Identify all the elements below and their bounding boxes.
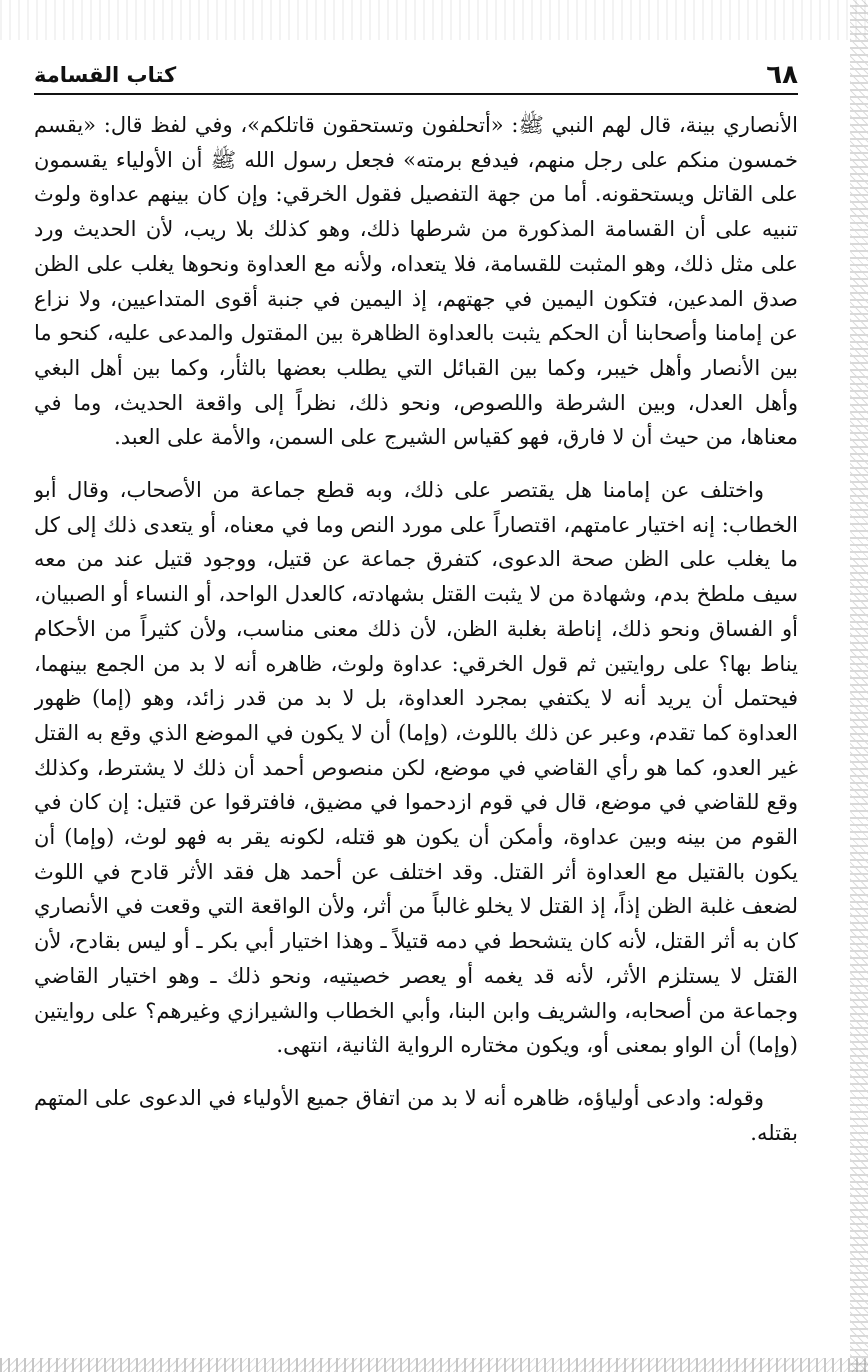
right-border-ornament bbox=[850, 0, 868, 1372]
page-header bbox=[34, 46, 798, 90]
paragraph: واختلف عن إمامنا هل يقتصر على ذلك، وبه قطع جماعة من الأصحاب، وقال أبو الخطاب: إنه اختيار عامتهم، اقتصاراً على مورد النص وما في معناه، أو يتعدى ذلك إلى كل ما يغلب على الظن صحة الدعوى، كتفرق جماعة عن قتيل، ووجود قتيل عند من معه سيف ملطخ بدم، وشهادة من لا يثبت القتل بشهادته، كالعدل الواحد، أو النساء أو الصبيان، أو الفساق ونحو ذلك، إناطة بغلبة الظن، لأن ذلك معنى مناسب، ولأن كثيراً من الأحكام يناط بها؟ على روايتين ثم قول الخرقي: عداوة ولوث، ظاهره أنه لا بد من الجمع بينهما، فيحتمل أن يريد أنه لا يكتفي بمجرد العداوة، بل لا بد من قدر زائد، وهو (إما) ظهور العداوة كما تقدم، وعبر عن ذلك باللوث، (وإما) أن لا يكون في الموضع الذي وقع به القتل غير العدو، كما هو رأي القاضي في موضع، لكن منصوص أحمد أن ذلك لا يشترط، وكذلك وقع للقاضي في موضع، قال في قوم ازدحموا في مضيق، فافترقوا عن قتيل: إن كان في القوم من بينه وبين عداوة، وأمكن أن يكون هو قتله، لكونه يقر به فهو لوث، (وإما) أن يكون بالقتيل مع العداوة أثر القتل. وقد اختلف عن أحمد هل فقد الأثر قادح في اللوث لضعف غلبة الظن إذاً، إذ القتل لا يخلو غالباً من أثر، ولأن الواقعة التي وقعت في الأنصاري كان به أثر القتل، لأنه كان يتشحط في دمه قتيلاً ـ وهذا اختيار أبي بكر ـ أو ليس بقادح، لأن القتل لا يستلزم الأثر، لأنه قد يغمه أو يعصر خصيتيه، ونحو ذلك ـ وهو اختيار القاضي وجماعة من أصحابه، والشريف وابن البنا، وأبي الخطاب والشيرازي وغيرهم؟ على روايتين (وإما) أن الواو بمعنى أو، ويكون مختاره الرواية الثانية، انتهى. bbox=[34, 478, 798, 1058]
body-text bbox=[34, 108, 798, 1343]
page-number: ٦٨ bbox=[766, 60, 798, 90]
bottom-border-ornament bbox=[0, 1358, 868, 1372]
header-rule bbox=[34, 93, 798, 95]
paragraph: الأنصاري بينة، قال لهم النبي ﷺ: «أتحلفون وتستحقون قاتلكم»، وفي لفظ قال: «يقسم خمسون منكم على رجل منهم، فيدفع برمته» فجعل رسول الله ﷺ أن الأولياء يقسمون على القاتل ويستحقونه. أما من جهة التفصيل فقول الخرقي: وإن كان بينهم عداوة ولوث تنبيه على أن القسامة المذكورة من شرطها ذلك، وهو كذلك بلا ريب، لأن الحديث ورد على مثل ذلك، وهو المثبت للقسامة، فلا يتعداه، ولأنه مع العداوة ونحوها يغلب على الظن صدق المدعين، فتكون اليمين في جهتهم، إذ اليمين في جنبة أقوى المتداعيين، ولا نزاع عن إمامنا وأصحابنا أن الحكم يثبت بالعداوة الظاهرة بين المقتول والمدعى عليه، كنحو ما بين الأنصار وأهل خيبر، وكما بين القبائل التي يطلب بعضها بالثأر، وكما بين أهل البغي وأهل العدل، وبين الشرطة واللصوص، ونحو ذلك، نظراً إلى واقعة الحديث، وما في معناها، من حيث أن لا فارق، فهو كقياس الشيرج على السمن، والأمة على العبد. bbox=[34, 113, 798, 450]
running-title: كتاب القسامة bbox=[34, 63, 177, 87]
paragraph: وقوله: وادعى أولياؤه، ظاهره أنه لا بد من اتفاق جميع الأولياء في الدعوى على المتهم بقتله. bbox=[34, 1085, 798, 1145]
top-edge-decoration bbox=[0, 0, 868, 40]
